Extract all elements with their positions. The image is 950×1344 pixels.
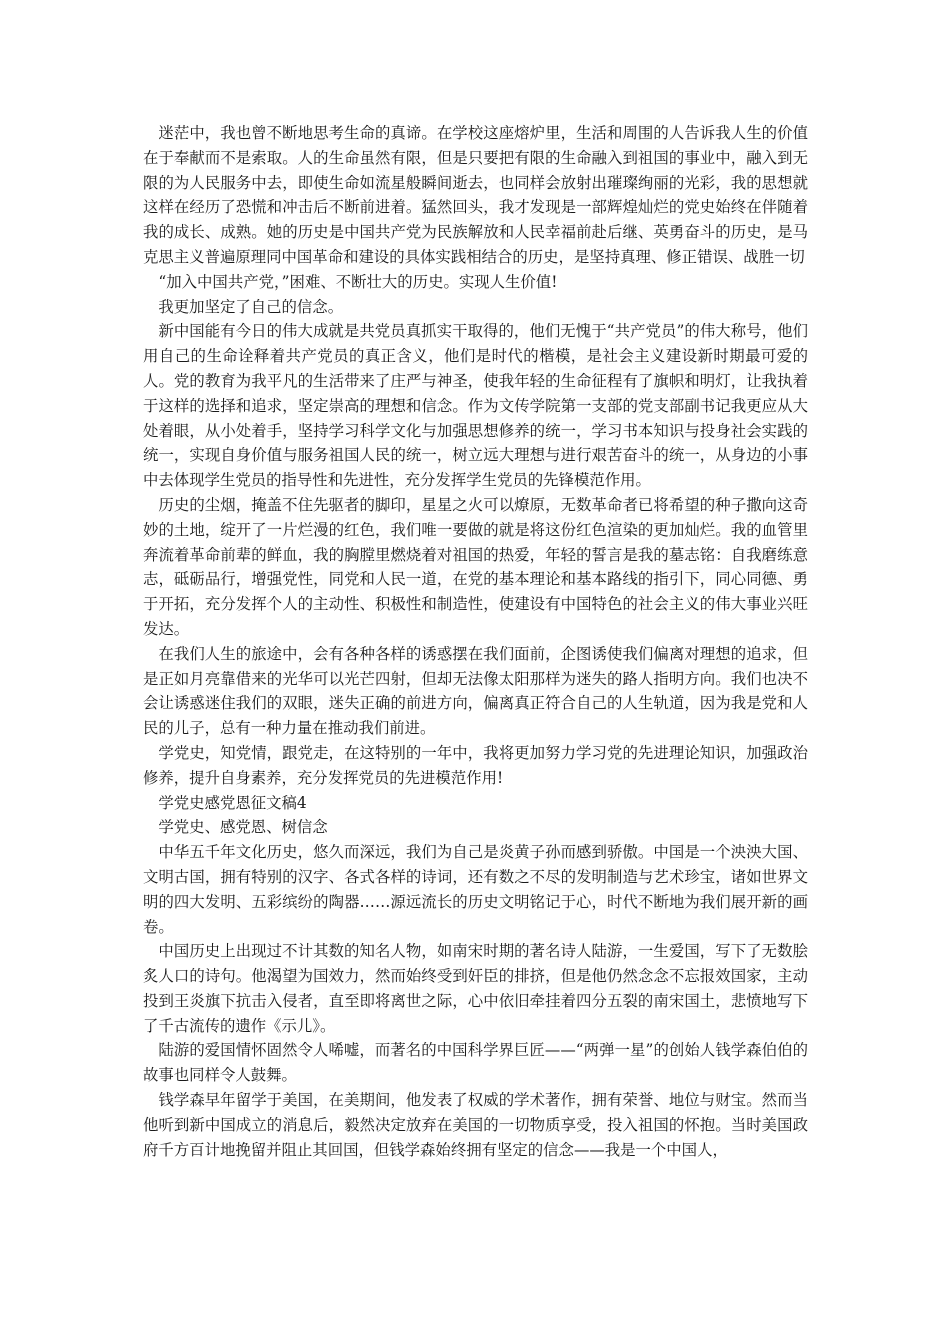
paragraph-1: 迷茫中，我也曾不断地思考生命的真谛。在学校这座熔炉里，生活和周围的人告诉我人生的价值在于奉献而不是索取。人的生命虽然有限，但是只要把有限的生命融入到祖国的事业中，融入到无限的为人民服务中去，即使生命如流星般瞬间逝去，也同样会放射出璀璨绚丽的光彩，我的思想就这样在经历了恐慌和冲击后不断前进着。猛然回头，我才发现是一部辉煌灿烂的党史始终在伴随着我的成长、成熟。她的历史是中国共产党为民族解放和人民幸福前赴后继、英勇奋斗的历史，是马克思主义普遍原理同中国革命和建设的具体实践相结合的历史，是坚持真理、修正错误、战胜一切 (143, 124, 808, 266)
paragraph-13: 钱学森早年留学于美国，在美期间，他发表了权威的学术著作，拥有荣誉、地位与财宝。然而当他听到新中国成立的消息后，毅然决定放弃在美国的一切物质享受，投入祖国的怀抱。当时美国政府千方百计地挽留并阻止其回国，但钱学森始终拥有坚定的信念——我是一个中国人， (143, 1091, 808, 1159)
paragraph-11: 中国历史上出现过不计其数的知名人物，如南宋时期的著名诗人陆游，一生爱国，写下了无数脍炙人口的诗句。他渴望为国效力，然而始终受到奸臣的排挤，但是他仍然念念不忘报效国家，主动投到王炎旗下抗击入侵者，直至即将离世之际，心中依旧牵挂着四分五裂的南宋国土，悲愤地写下了千古流传的遗作《示儿》。 (143, 942, 808, 1035)
paragraph-4: 新中国能有今日的伟大成就是共党员真抓实干取得的，他们无愧于“共产党员”的伟大称号，他们用自己的生命诠释着共产党员的真正含义，他们是时代的楷模，是社会主义建设新时期最可爱的人。党的教育为我平凡的生活带来了庄严与神圣，使我年轻的生命征程有了旗帜和明灯，让我执着于这样的选择和追求，坚定崇高的理想和信念。作为文传学院第一支部的党支部副书记我更应从大处着眼，从小处着手，坚持学习科学文化与加强思想修养的统一，学习书本知识与投身社会实践的统一，实现自身价值与服务祖国人民的统一，树立远大理想与进行艰苦奋斗的统一，从身边的小事中去体现学生党员的指导性和先进性，充分发挥学生党员的先锋模范作用。 (143, 322, 808, 490)
document-body (143, 121, 808, 1162)
section-subtitle: 学党史、感党恩、树信念 (158, 818, 328, 837)
paragraph-5: 历史的尘烟，掩盖不住先驱者的脚印，星星之火可以燎原，无数革命者已将希望的种子撒向这奇妙的土地，绽开了一片烂漫的红色，我们唯一要做的就是将这份红色渲染的更加灿烂。我的血管里奔流着革命前辈的鲜血，我的胸膛里燃烧着对祖国的热爱，年轻的誓言是我的墓志铭：自我磨练意志，砥砺品行，增强党性，同党和人民一道，在党的基本理论和基本路线的指引下，同心同德、勇于开拓，充分发挥个人的主动性、积极性和制造性，使建设有中国特色的社会主义的伟大事业兴旺发达。 (143, 495, 808, 638)
paragraph-7: 学党史，知党情，跟党走，在这特别的一年中，我将更加努力学习党的先进理论知识，加强政治修养，提升自身素养，充分发挥党员的先进模范作用! (143, 743, 808, 787)
paragraph-10: 中华五千年文化历史，悠久而深远，我们为自己是炎黄子孙而感到骄傲。中国是一个泱泱大国、文明古国，拥有特别的汉字、各式各样的诗词，还有数之不尽的发明制造与艺术珍宝，诸如世界文明的四大发明、五彩缤纷的陶器……源远流长的历史文明铭记于心，时代不断地为我们展开新的画卷。 (143, 843, 808, 936)
section-heading: 学党史感党恩征文稿4 (158, 793, 307, 812)
paragraph-3: 我更加坚定了自己的信念。 (158, 297, 344, 316)
paragraph-2: “加入中国共产党，”困难、不断壮大的历史。实现人生价值! (158, 272, 558, 291)
paragraph-12: 陆游的爱国情怀固然令人唏嘘，而著名的中国科学界巨匠——“两弹一星”的创始人钱学森伯伯的故事也同样令人鼓舞。 (143, 1041, 808, 1085)
paragraph-6: 在我们人生的旅途中，会有各种各样的诱惑摆在我们面前，企图诱使我们偏离对理想的追求，但是正如月亮靠借来的光华可以光芒四射，但却无法像太阳那样为迷失的路人指明方向。我们也决不会让诱惑迷住我们的双眼，迷失正确的前进方向，偏离真正符合自己的人生轨道，因为我是党和人民的儿子，总有一种力量在推动我们前进。 (143, 644, 808, 738)
